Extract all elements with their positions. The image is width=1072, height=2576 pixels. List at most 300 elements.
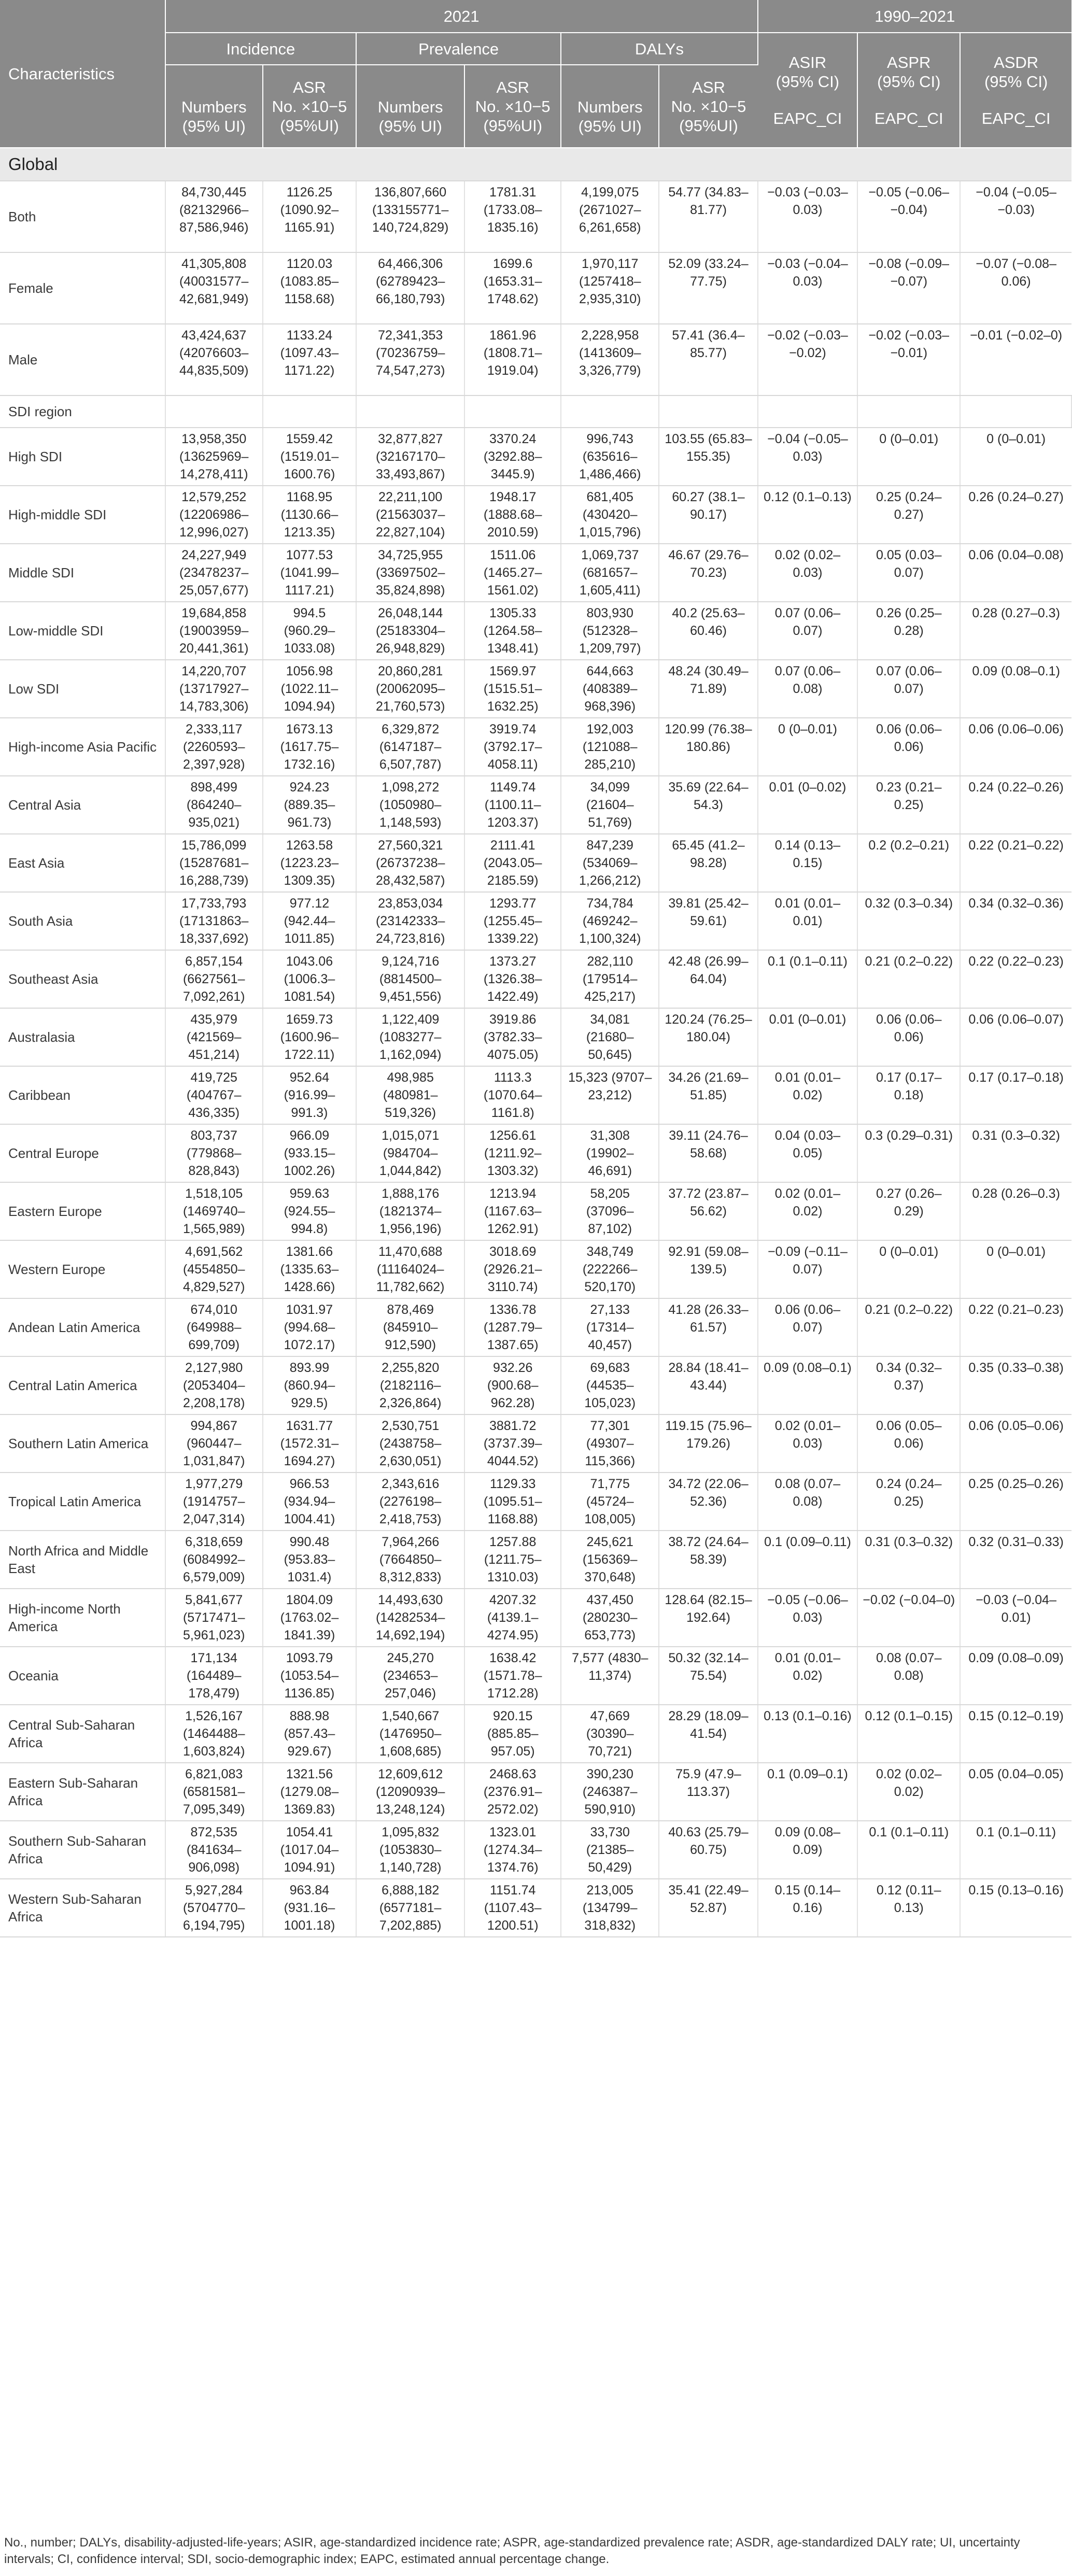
row-label: Central Latin America — [0, 1356, 165, 1414]
dalys-numbers-label: Numbers (95% UI) — [577, 98, 643, 135]
asir-eapc-cell: 0.02 (0.01–0.03) — [758, 1414, 858, 1473]
dalys-number-cell: 33,730 (21385–50,429) — [561, 1821, 659, 1879]
aspr-eapc-cell: 0.34 (0.32–0.37) — [857, 1356, 960, 1414]
asdr-eapc-cell: 0.15 (0.12–0.19) — [960, 1705, 1071, 1763]
table-row — [0, 1066, 1071, 1124]
prevalence-number-cell: 34,725,955 (33697502–35,824,898) — [356, 544, 464, 602]
aspr-eapc-cell: −0.05 (−0.06–−0.04) — [857, 181, 960, 252]
dalys-asr-cell: 60.27 (38.1–90.17) — [659, 486, 757, 544]
asdr-eapc-cell: 0.25 (0.25–0.26) — [960, 1473, 1071, 1531]
prevalence-number-cell: 20,860,281 (20062095–21,760,573) — [356, 660, 464, 718]
dalys-asr-cell: 65.45 (41.2–98.28) — [659, 834, 757, 892]
dalys-number-cell: 34,081 (21680–50,645) — [561, 1008, 659, 1066]
prevalence-asr-cell: 1638.42 (1571.78–1712.28) — [464, 1647, 561, 1705]
table-row — [0, 1182, 1071, 1240]
table-row — [0, 1124, 1071, 1182]
empty-cell — [464, 395, 561, 428]
row-label: Caribbean — [0, 1066, 165, 1124]
dalys-asr-cell: 42.48 (26.99–64.04) — [659, 950, 757, 1008]
asir-eapc-cell: 0.07 (0.06–0.07) — [758, 602, 858, 660]
aspr-eapc-cell: 0.06 (0.06–0.06) — [857, 1008, 960, 1066]
row-label: Low SDI — [0, 660, 165, 718]
incidence-asr-cell: 966.09 (933.15–1002.26) — [263, 1124, 356, 1182]
dalys-asr-cell: 40.2 (25.63–60.46) — [659, 602, 757, 660]
dalys-rate-label: No. ×10−5 (95%UI) — [671, 97, 746, 135]
table-row — [0, 1705, 1071, 1763]
incidence-asr-cell: 966.53 (934.94–1004.41) — [263, 1473, 356, 1531]
row-label: Low-middle SDI — [0, 602, 165, 660]
table-row — [0, 252, 1071, 324]
global-section-row — [0, 148, 1071, 181]
incidence-asr-cell: 1043.06 (1006.3–1081.54) — [263, 950, 356, 1008]
dalys-asr-cell: 120.99 (76.38–180.86) — [659, 718, 757, 776]
incidence-asr-cell: 1054.41 (1017.04–1094.91) — [263, 1821, 356, 1879]
incidence-asr-cell: 990.48 (953.83–1031.4) — [263, 1531, 356, 1589]
incidence-number-cell: 1,518,105 (1469740–1,565,989) — [165, 1182, 263, 1240]
aspr-eapc-cell: 0.24 (0.24–0.25) — [857, 1473, 960, 1531]
asir-eapc-cell: 0.08 (0.07–0.08) — [758, 1473, 858, 1531]
dalys-number-cell: 681,405 (430420–1,015,796) — [561, 486, 659, 544]
aspr-title: ASPR — [887, 53, 931, 72]
prevalence-asr-cell: 1151.74 (1107.43–1200.51) — [464, 1879, 561, 1937]
asir-eapc-cell: 0.01 (0.01–0.02) — [758, 1066, 858, 1124]
prevalence-rate-label: No. ×10−5 (95%UI) — [475, 97, 551, 135]
prevalence-number-cell: 27,560,321 (26737238–28,432,587) — [356, 834, 464, 892]
asir-eapc-cell: 0.09 (0.08–0.1) — [758, 1356, 858, 1414]
incidence-asr-cell: 1321.56 (1279.08–1369.83) — [263, 1763, 356, 1821]
asdr-eapc-cell: 0.22 (0.21–0.23) — [960, 1298, 1071, 1356]
table-row — [0, 1298, 1071, 1356]
asdr-eapc-cell: 0.06 (0.05–0.06) — [960, 1414, 1071, 1473]
dalys-number-cell: 437,450 (280230–653,773) — [561, 1589, 659, 1647]
row-label: Oceania — [0, 1647, 165, 1705]
prevalence-asr-cell: 1129.33 (1095.51–1168.88) — [464, 1473, 561, 1531]
table-row — [0, 718, 1071, 776]
incidence-number-cell: 17,733,793 (17131863–18,337,692) — [165, 892, 263, 950]
asdr-eapc-cell: 0.26 (0.24–0.27) — [960, 486, 1071, 544]
dalys-asr-cell: 46.67 (29.76–70.23) — [659, 544, 757, 602]
prevalence-asr-cell: 3018.69 (2926.21–3110.74) — [464, 1240, 561, 1298]
incidence-asr-cell: 924.23 (889.35–961.73) — [263, 776, 356, 834]
asdr-eapc-cell: 0.05 (0.04–0.05) — [960, 1763, 1071, 1821]
prevalence-number-cell: 22,211,100 (21563037–22,827,104) — [356, 486, 464, 544]
table-row — [0, 428, 1071, 486]
asdr-eapc-cell: −0.03 (−0.04–0.01) — [960, 1589, 1071, 1647]
table-header — [0, 0, 1071, 148]
dalys-asr-cell: 35.69 (22.64–54.3) — [659, 776, 757, 834]
prevalence-asr-cell: 1373.27 (1326.38–1422.49) — [464, 950, 561, 1008]
incidence-number-cell: 6,857,154 (6627561–7,092,261) — [165, 950, 263, 1008]
dalys-number-cell: 213,005 (134799–318,832) — [561, 1879, 659, 1937]
incidence-asr-cell: 1077.53 (1041.99–1117.21) — [263, 544, 356, 602]
prevalence-number-cell: 7,964,266 (7664850–8,312,833) — [356, 1531, 464, 1589]
table-row — [0, 1240, 1071, 1298]
dalys-asr-cell: 54.77 (34.83–81.77) — [659, 181, 757, 252]
asir-eapc-cell: 0.1 (0.09–0.1) — [758, 1763, 858, 1821]
prevalence-number-cell: 498,985 (480981–519,326) — [356, 1066, 464, 1124]
prevalence-number-cell: 72,341,353 (70236759–74,547,273) — [356, 324, 464, 395]
dalys-asr-cell: 39.81 (25.42–59.61) — [659, 892, 757, 950]
dalys-number-cell: 192,003 (121088–285,210) — [561, 718, 659, 776]
incidence-asr-cell: 1381.66 (1335.63–1428.66) — [263, 1240, 356, 1298]
prevalence-asr-cell: 1569.97 (1515.51–1632.25) — [464, 660, 561, 718]
prevalence-asr-header — [464, 65, 561, 148]
incidence-asr-cell: 959.63 (924.55–994.8) — [263, 1182, 356, 1240]
incidence-number-cell: 13,958,350 (13625969–14,278,411) — [165, 428, 263, 486]
asir-eapc-cell: −0.09 (−0.11–0.07) — [758, 1240, 858, 1298]
table-row — [0, 1879, 1071, 1937]
dalys-number-cell: 7,577 (4830–11,374) — [561, 1647, 659, 1705]
incidence-number-cell: 19,684,858 (19003959–20,441,361) — [165, 602, 263, 660]
asir-header — [758, 33, 858, 148]
asdr-eapc-label: EAPC_CI — [981, 109, 1051, 128]
row-label: Male — [0, 324, 165, 395]
prevalence-number-cell: 23,853,034 (23142333–24,723,816) — [356, 892, 464, 950]
incidence-number-cell: 1,977,279 (1914757–2,047,314) — [165, 1473, 263, 1531]
row-label: Central Sub-Saharan Africa — [0, 1705, 165, 1763]
dalys-number-cell: 34,099 (21604–51,769) — [561, 776, 659, 834]
aspr-eapc-cell: −0.08 (−0.09–−0.07) — [857, 252, 960, 324]
incidence-asr-cell: 994.5 (960.29–1033.08) — [263, 602, 356, 660]
dalys-number-cell: 996,743 (635616–1,486,466) — [561, 428, 659, 486]
incidence-asr-header — [263, 65, 356, 148]
incidence-asr-cell: 888.98 (857.43–929.67) — [263, 1705, 356, 1763]
prevalence-number-cell: 1,095,832 (1053830–1,140,728) — [356, 1821, 464, 1879]
aspr-eapc-cell: 0.07 (0.06–0.07) — [857, 660, 960, 718]
aspr-eapc-label: EAPC_CI — [874, 109, 943, 128]
incidence-number-cell: 43,424,637 (42076603–44,835,509) — [165, 324, 263, 395]
dalys-number-cell: 77,301 (49307–115,366) — [561, 1414, 659, 1473]
dalys-asr-cell: 28.29 (18.09–41.54) — [659, 1705, 757, 1763]
incidence-header: Incidence — [165, 33, 356, 65]
row-label: High-income Asia Pacific — [0, 718, 165, 776]
asir-eapc-cell: −0.03 (−0.04–0.03) — [758, 252, 858, 324]
prevalence-asr-cell: 1699.6 (1653.31–1748.62) — [464, 252, 561, 324]
incidence-number-cell: 5,841,677 (5717471–5,961,023) — [165, 1589, 263, 1647]
dalys-numbers-header — [561, 65, 659, 148]
table-row — [0, 1414, 1071, 1473]
row-label: Middle SDI — [0, 544, 165, 602]
incidence-asr-cell: 1659.73 (1600.96–1722.11) — [263, 1008, 356, 1066]
prevalence-asr-cell: 1861.96 (1808.71–1919.04) — [464, 324, 561, 395]
asdr-eapc-cell: 0.06 (0.06–0.06) — [960, 718, 1071, 776]
prevalence-number-cell: 245,270 (234653–257,046) — [356, 1647, 464, 1705]
prevalence-asr-cell: 1323.01 (1274.34–1374.76) — [464, 1821, 561, 1879]
dalys-asr-cell: 34.26 (21.69–51.85) — [659, 1066, 757, 1124]
incidence-number-cell: 1,526,167 (1464488–1,603,824) — [165, 1705, 263, 1763]
row-label: Australasia — [0, 1008, 165, 1066]
prevalence-asr-cell: 2468.63 (2376.91–2572.02) — [464, 1763, 561, 1821]
incidence-asr-cell: 893.99 (860.94–929.5) — [263, 1356, 356, 1414]
aspr-eapc-cell: 0.12 (0.11–0.13) — [857, 1879, 960, 1937]
dalys-asr-cell: 35.41 (22.49–52.87) — [659, 1879, 757, 1937]
incidence-number-cell: 14,220,707 (13717927–14,783,306) — [165, 660, 263, 718]
aspr-eapc-cell: 0 (0–0.01) — [857, 1240, 960, 1298]
table-row — [0, 1589, 1071, 1647]
row-label: Tropical Latin America — [0, 1473, 165, 1531]
prevalence-asr-label: ASR — [496, 78, 530, 96]
row-label: Female — [0, 252, 165, 324]
asir-eapc-cell: −0.02 (−0.03–−0.02) — [758, 324, 858, 395]
asdr-eapc-cell: 0.17 (0.17–0.18) — [960, 1066, 1071, 1124]
table-row — [0, 1473, 1071, 1531]
asdr-eapc-cell: 0.22 (0.22–0.23) — [960, 950, 1071, 1008]
aspr-eapc-cell: 0.2 (0.2–0.21) — [857, 834, 960, 892]
prevalence-asr-cell: 1511.06 (1465.27–1561.02) — [464, 544, 561, 602]
dalys-number-cell: 4,199,075 (2671027–6,261,658) — [561, 181, 659, 252]
asir-eapc-cell: 0.09 (0.08–0.09) — [758, 1821, 858, 1879]
prevalence-number-cell: 12,609,612 (12090939–13,248,124) — [356, 1763, 464, 1821]
asir-ci-label: (95% CI) — [775, 72, 840, 91]
asdr-eapc-cell: 0.06 (0.06–0.07) — [960, 1008, 1071, 1066]
incidence-asr-cell: 952.64 (916.99–991.3) — [263, 1066, 356, 1124]
dalys-number-cell: 58,205 (37096–87,102) — [561, 1182, 659, 1240]
asdr-eapc-cell: 0 (0–0.01) — [960, 1240, 1071, 1298]
aspr-eapc-cell: −0.02 (−0.04–0) — [857, 1589, 960, 1647]
asir-eapc-cell: −0.05 (−0.06–0.03) — [758, 1589, 858, 1647]
incidence-number-cell: 6,821,083 (6581581–7,095,349) — [165, 1763, 263, 1821]
empty-cell — [960, 395, 1071, 428]
dalys-number-cell: 31,308 (19902–46,691) — [561, 1124, 659, 1182]
asir-eapc-cell: 0.01 (0.01–0.01) — [758, 892, 858, 950]
aspr-eapc-cell: 0.05 (0.03–0.07) — [857, 544, 960, 602]
prevalence-asr-cell: 920.15 (885.85–957.05) — [464, 1705, 561, 1763]
table-row — [0, 1356, 1071, 1414]
aspr-eapc-cell: 0.12 (0.1–0.15) — [857, 1705, 960, 1763]
dalys-asr-cell: 41.28 (26.33–61.57) — [659, 1298, 757, 1356]
incidence-number-cell: 803,737 (779868–828,843) — [165, 1124, 263, 1182]
prevalence-number-cell: 6,888,182 (6577181–7,202,885) — [356, 1879, 464, 1937]
asir-eapc-cell: 0.01 (0.01–0.02) — [758, 1647, 858, 1705]
incidence-number-cell: 674,010 (649988–699,709) — [165, 1298, 263, 1356]
incidence-asr-cell: 1120.03 (1083.85–1158.68) — [263, 252, 356, 324]
asir-eapc-cell: 0.12 (0.1–0.13) — [758, 486, 858, 544]
incidence-number-cell: 84,730,445 (82132966–87,586,946) — [165, 181, 263, 252]
aspr-eapc-cell: 0.02 (0.02–0.02) — [857, 1763, 960, 1821]
aspr-eapc-cell: 0.32 (0.3–0.34) — [857, 892, 960, 950]
incidence-asr-cell: 963.84 (931.16–1001.18) — [263, 1879, 356, 1937]
asir-eapc-cell: 0.04 (0.03–0.05) — [758, 1124, 858, 1182]
incidence-asr-cell: 1093.79 (1053.54–1136.85) — [263, 1647, 356, 1705]
prevalence-asr-cell: 932.26 (900.68–962.28) — [464, 1356, 561, 1414]
aspr-eapc-cell: 0.06 (0.05–0.06) — [857, 1414, 960, 1473]
prevalence-asr-cell: 1336.78 (1287.79–1387.65) — [464, 1298, 561, 1356]
prevalence-asr-cell: 1781.31 (1733.08–1835.16) — [464, 181, 561, 252]
incidence-asr-cell: 1673.13 (1617.75–1732.16) — [263, 718, 356, 776]
table-row — [0, 1647, 1071, 1705]
asir-eapc-label: EAPC_CI — [773, 109, 842, 128]
prevalence-asr-cell: 1948.17 (1888.68–2010.59) — [464, 486, 561, 544]
row-label: High-income North America — [0, 1589, 165, 1647]
asdr-eapc-cell: 0.35 (0.33–0.38) — [960, 1356, 1071, 1414]
aspr-header — [857, 33, 960, 148]
prevalence-asr-cell: 1257.88 (1211.75–1310.03) — [464, 1531, 561, 1589]
asir-eapc-cell: −0.03 (−0.03–0.03) — [758, 181, 858, 252]
table-row — [0, 1531, 1071, 1589]
table-row — [0, 1008, 1071, 1066]
asir-eapc-cell: 0 (0–0.01) — [758, 718, 858, 776]
empty-cell — [263, 395, 356, 428]
table-row — [0, 776, 1071, 834]
dalys-number-cell: 69,683 (44535–105,023) — [561, 1356, 659, 1414]
incidence-number-cell: 12,579,252 (12206986–12,996,027) — [165, 486, 263, 544]
row-label: Western Europe — [0, 1240, 165, 1298]
table-row — [0, 1821, 1071, 1879]
prevalence-number-cell: 1,015,071 (984704–1,044,842) — [356, 1124, 464, 1182]
dalys-asr-cell: 39.11 (24.76–58.68) — [659, 1124, 757, 1182]
sdi-region-label: SDI region — [0, 395, 165, 428]
incidence-asr-cell: 1804.09 (1763.02–1841.39) — [263, 1589, 356, 1647]
prevalence-numbers-label: Numbers (95% UI) — [377, 98, 443, 135]
asir-eapc-cell: 0.13 (0.1–0.16) — [758, 1705, 858, 1763]
dalys-number-cell: 348,749 (222266–520,170) — [561, 1240, 659, 1298]
table-row — [0, 834, 1071, 892]
incidence-asr-cell: 977.12 (942.44–1011.85) — [263, 892, 356, 950]
dalys-asr-cell: 75.9 (47.9–113.37) — [659, 1763, 757, 1821]
row-label: High-middle SDI — [0, 486, 165, 544]
asdr-eapc-cell: 0.1 (0.1–0.11) — [960, 1821, 1071, 1879]
dalys-asr-cell: 40.63 (25.79–60.75) — [659, 1821, 757, 1879]
incidence-numbers-header — [165, 65, 263, 148]
prevalence-number-cell: 9,124,716 (8814500–9,451,556) — [356, 950, 464, 1008]
prevalence-number-cell: 878,469 (845910–912,590) — [356, 1298, 464, 1356]
table-row — [0, 324, 1071, 395]
asir-eapc-cell: −0.04 (−0.05–0.03) — [758, 428, 858, 486]
dalys-number-cell: 282,110 (179514–425,217) — [561, 950, 659, 1008]
row-label: Central Asia — [0, 776, 165, 834]
aspr-eapc-cell: 0.1 (0.1–0.11) — [857, 1821, 960, 1879]
prevalence-asr-cell: 1213.94 (1167.63–1262.91) — [464, 1182, 561, 1240]
sdi-section-row — [0, 395, 1071, 428]
table-row — [0, 602, 1071, 660]
prevalence-asr-cell: 1113.3 (1070.64–1161.8) — [464, 1066, 561, 1124]
row-label: Central Europe — [0, 1124, 165, 1182]
dalys-number-cell: 71,775 (45724–108,005) — [561, 1473, 659, 1531]
row-label: Southern Latin America — [0, 1414, 165, 1473]
row-label: High SDI — [0, 428, 165, 486]
prevalence-number-cell: 136,807,660 (133155771–140,724,829) — [356, 181, 464, 252]
asdr-eapc-cell: −0.07 (−0.08–0.06) — [960, 252, 1071, 324]
empty-cell — [356, 395, 464, 428]
prevalence-asr-cell: 3370.24 (3292.88–3445.9) — [464, 428, 561, 486]
row-label: North Africa and Middle East — [0, 1531, 165, 1589]
dalys-asr-cell: 57.41 (36.4–85.77) — [659, 324, 757, 395]
dalys-asr-cell: 34.72 (22.06–52.36) — [659, 1473, 757, 1531]
incidence-number-cell: 5,927,284 (5704770–6,194,795) — [165, 1879, 263, 1937]
prevalence-number-cell: 32,877,827 (32167170–33,493,867) — [356, 428, 464, 486]
incidence-asr-cell: 1126.25 (1090.92–1165.91) — [263, 181, 356, 252]
incidence-number-cell: 2,127,980 (2053404–2,208,178) — [165, 1356, 263, 1414]
incidence-asr-label: ASR — [293, 78, 326, 96]
asir-eapc-cell: 0.1 (0.09–0.11) — [758, 1531, 858, 1589]
dalys-asr-cell: 37.72 (23.87–56.62) — [659, 1182, 757, 1240]
incidence-number-cell: 872,535 (841634–906,098) — [165, 1821, 263, 1879]
incidence-numbers-label: Numbers (95% UI) — [181, 98, 247, 135]
incidence-asr-cell: 1559.42 (1519.01–1600.76) — [263, 428, 356, 486]
dalys-number-cell: 1,069,737 (681657–1,605,411) — [561, 544, 659, 602]
asdr-eapc-cell: 0.06 (0.04–0.08) — [960, 544, 1071, 602]
dalys-header: DALYs — [561, 33, 758, 65]
incidence-number-cell: 898,499 (864240–935,021) — [165, 776, 263, 834]
dalys-asr-header — [659, 65, 757, 148]
dalys-number-cell: 15,323 (9707–23,212) — [561, 1066, 659, 1124]
asir-eapc-cell: 0.07 (0.06–0.08) — [758, 660, 858, 718]
aspr-eapc-cell: 0.25 (0.24–0.27) — [857, 486, 960, 544]
year-2021-header: 2021 — [165, 0, 758, 33]
incidence-number-cell: 171,134 (164489–178,479) — [165, 1647, 263, 1705]
prevalence-asr-cell: 2111.41 (2043.05–2185.59) — [464, 834, 561, 892]
dalys-asr-cell: 50.32 (32.14–75.54) — [659, 1647, 757, 1705]
dalys-number-cell: 245,621 (156369–370,648) — [561, 1531, 659, 1589]
row-label: East Asia — [0, 834, 165, 892]
incidence-number-cell: 6,318,659 (6084992–6,579,009) — [165, 1531, 263, 1589]
asdr-eapc-cell: 0 (0–0.01) — [960, 428, 1071, 486]
incidence-asr-cell: 1263.58 (1223.23–1309.35) — [263, 834, 356, 892]
dalys-asr-cell: 28.84 (18.41–43.44) — [659, 1356, 757, 1414]
table-row — [0, 892, 1071, 950]
row-label: Southern Sub-Saharan Africa — [0, 1821, 165, 1879]
prevalence-asr-cell: 1256.61 (1211.92–1303.32) — [464, 1124, 561, 1182]
incidence-number-cell: 41,305,808 (40031577–42,681,949) — [165, 252, 263, 324]
year-range-header: 1990–2021 — [758, 0, 1071, 33]
asdr-eapc-cell: 0.32 (0.31–0.33) — [960, 1531, 1071, 1589]
table-row — [0, 1763, 1071, 1821]
aspr-eapc-cell: 0.31 (0.3–0.32) — [857, 1531, 960, 1589]
dalys-number-cell: 644,663 (408389–968,396) — [561, 660, 659, 718]
prevalence-header: Prevalence — [356, 33, 561, 65]
table-row — [0, 544, 1071, 602]
aspr-eapc-cell: 0.3 (0.29–0.31) — [857, 1124, 960, 1182]
footnote: No., number; DALYs, disability-adjusted-life-years; ASIR, age-standardized incidence rate; ASPR, age-standardized prevalence rate; ASDR, age-standardized DALY rate; UI, uncertainty intervals; CI, confidence interval; SDI, socio-demographic index; EAPC, estimated annual percentage change. — [4, 2536, 1020, 2566]
dalys-asr-cell: 52.09 (33.24–77.75) — [659, 252, 757, 324]
asir-eapc-cell: 0.14 (0.13–0.15) — [758, 834, 858, 892]
incidence-rate-label: No. ×10−5 (95%UI) — [272, 97, 347, 135]
asdr-eapc-cell: 0.24 (0.22–0.26) — [960, 776, 1071, 834]
prevalence-asr-cell: 1149.74 (1100.11–1203.37) — [464, 776, 561, 834]
prevalence-asr-cell: 3881.72 (3737.39–4044.52) — [464, 1414, 561, 1473]
incidence-number-cell: 4,691,562 (4554850–4,829,527) — [165, 1240, 263, 1298]
asir-eapc-cell: 0.06 (0.06–0.07) — [758, 1298, 858, 1356]
aspr-eapc-cell: 0.26 (0.25–0.28) — [857, 602, 960, 660]
incidence-asr-cell: 1056.98 (1022.11–1094.94) — [263, 660, 356, 718]
prevalence-numbers-header — [356, 65, 464, 148]
asdr-eapc-cell: 0.15 (0.13–0.16) — [960, 1879, 1071, 1937]
aspr-eapc-cell: 0 (0–0.01) — [857, 428, 960, 486]
aspr-eapc-cell: 0.21 (0.2–0.22) — [857, 950, 960, 1008]
asdr-header — [960, 33, 1071, 148]
prevalence-number-cell: 1,888,176 (1821374–1,956,196) — [356, 1182, 464, 1240]
prevalence-number-cell: 2,343,616 (2276198–2,418,753) — [356, 1473, 464, 1531]
dalys-asr-cell: 103.55 (65.83–155.35) — [659, 428, 757, 486]
incidence-asr-cell: 1168.95 (1130.66–1213.35) — [263, 486, 356, 544]
table-row — [0, 950, 1071, 1008]
aspr-eapc-cell: 0.06 (0.06–0.06) — [857, 718, 960, 776]
aspr-ci-label: (95% CI) — [877, 72, 941, 91]
incidence-asr-cell: 1031.97 (994.68–1072.17) — [263, 1298, 356, 1356]
asdr-eapc-cell: 0.31 (0.3–0.32) — [960, 1124, 1071, 1182]
dalys-number-cell: 2,228,958 (1413609–3,326,779) — [561, 324, 659, 395]
asdr-eapc-cell: 0.34 (0.32–0.36) — [960, 892, 1071, 950]
table-body — [0, 148, 1071, 1937]
aspr-eapc-cell: −0.02 (−0.03–−0.01) — [857, 324, 960, 395]
asir-eapc-cell: 0.15 (0.14–0.16) — [758, 1879, 858, 1937]
prevalence-number-cell: 2,255,820 (2182116–2,326,864) — [356, 1356, 464, 1414]
dalys-number-cell: 1,970,117 (1257418–2,935,310) — [561, 252, 659, 324]
aspr-eapc-cell: 0.17 (0.17–0.18) — [857, 1066, 960, 1124]
row-label: Andean Latin America — [0, 1298, 165, 1356]
dalys-asr-cell: 120.24 (76.25–180.04) — [659, 1008, 757, 1066]
empty-cell — [659, 395, 757, 428]
